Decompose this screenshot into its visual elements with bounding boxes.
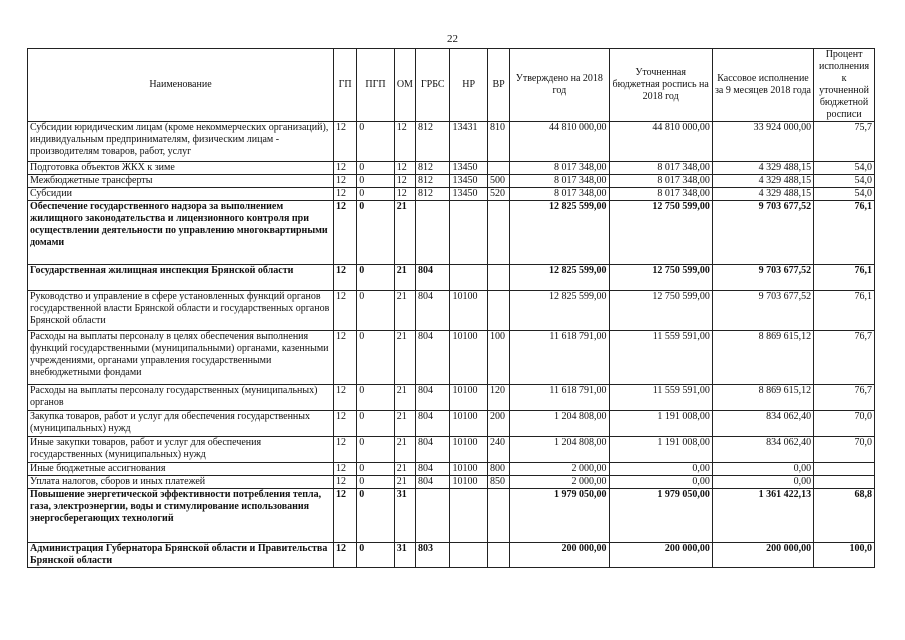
cell-vr: [487, 543, 509, 568]
cell-nr: 13431: [450, 122, 487, 162]
cell-name: Расходы на выплаты персоналу государственных (муниципальных) органов: [28, 385, 334, 411]
cell-grbs: 804: [416, 331, 450, 385]
budget-table: [27, 48, 875, 568]
cell-gp: 12: [333, 188, 356, 201]
cell-approved: 200 000,00: [510, 543, 609, 568]
header-vr: ВР: [487, 49, 509, 122]
cell-pgp: 0: [357, 201, 394, 265]
cell-nr: 10100: [450, 331, 487, 385]
cell-om: 21: [394, 331, 415, 385]
cell-om: 31: [394, 543, 415, 568]
cell-percent: 70,0: [814, 411, 875, 437]
cell-cash: 0,00: [712, 463, 813, 476]
cell-percent: 54,0: [814, 162, 875, 175]
cell-approved: 8 017 348,00: [510, 175, 609, 188]
cell-name: Субсидии юридическим лицам (кроме некоммерческих организаций), индивидуальным предпринимателям, физическим лицам - производителям товаров, работ, услуг: [28, 122, 334, 162]
header-name: Наименование: [28, 49, 334, 122]
cell-om: 12: [394, 175, 415, 188]
cell-percent: 76,7: [814, 385, 875, 411]
cell-name: Иные бюджетные ассигнования: [28, 463, 334, 476]
cell-gp: 12: [333, 411, 356, 437]
cell-name: Закупка товаров, работ и услуг для обеспечения государственных (муниципальных) нужд: [28, 411, 334, 437]
cell-refined: 0,00: [609, 476, 712, 489]
cell-nr: 13450: [450, 188, 487, 201]
cell-refined: 8 017 348,00: [609, 162, 712, 175]
cell-vr: 100: [487, 331, 509, 385]
cell-pgp: 0: [357, 463, 394, 476]
header-om: ОМ: [394, 49, 415, 122]
cell-approved: 2 000,00: [510, 476, 609, 489]
table-row: [28, 489, 875, 543]
cell-name: Подготовка объектов ЖКХ к зиме: [28, 162, 334, 175]
header-pgp: ПГП: [357, 49, 394, 122]
cell-nr: [450, 489, 487, 543]
cell-pgp: 0: [357, 543, 394, 568]
cell-name: Межбюджетные трансферты: [28, 175, 334, 188]
cell-vr: 850: [487, 476, 509, 489]
cell-pgp: 0: [357, 331, 394, 385]
cell-vr: 500: [487, 175, 509, 188]
cell-grbs: 812: [416, 162, 450, 175]
table-row: [28, 201, 875, 265]
cell-vr: [487, 489, 509, 543]
cell-cash: 200 000,00: [712, 543, 813, 568]
cell-name: Повышение энергетической эффективности потребления тепла, газа, электроэнергии, воды и стимулирование использования энергосберегающих технологий: [28, 489, 334, 543]
cell-om: 21: [394, 201, 415, 265]
cell-cash: 1 361 422,13: [712, 489, 813, 543]
cell-pgp: 0: [357, 162, 394, 175]
cell-refined: 200 000,00: [609, 543, 712, 568]
cell-refined: 44 810 000,00: [609, 122, 712, 162]
table-row: [28, 476, 875, 489]
cell-refined: 8 017 348,00: [609, 188, 712, 201]
cell-percent: [814, 463, 875, 476]
cell-nr: 10100: [450, 463, 487, 476]
cell-pgp: 0: [357, 489, 394, 543]
header-cash: Кассовое исполнение за 9 месяцев 2018 года: [712, 49, 813, 122]
table-row: [28, 437, 875, 463]
table-row: [28, 463, 875, 476]
cell-gp: 12: [333, 291, 356, 331]
cell-gp: 12: [333, 162, 356, 175]
cell-pgp: 0: [357, 411, 394, 437]
cell-grbs: [416, 489, 450, 543]
cell-om: 12: [394, 188, 415, 201]
page-number: 22: [447, 33, 458, 45]
cell-nr: [450, 265, 487, 291]
cell-om: 12: [394, 162, 415, 175]
cell-cash: 9 703 677,52: [712, 201, 813, 265]
cell-percent: 76,7: [814, 331, 875, 385]
cell-refined: 12 750 599,00: [609, 201, 712, 265]
cell-percent: 75,7: [814, 122, 875, 162]
cell-gp: 12: [333, 489, 356, 543]
cell-percent: 68,8: [814, 489, 875, 543]
cell-pgp: 0: [357, 437, 394, 463]
cell-approved: 12 825 599,00: [510, 201, 609, 265]
table-row: [28, 175, 875, 188]
cell-cash: 4 329 488,15: [712, 175, 813, 188]
cell-percent: 76,1: [814, 201, 875, 265]
cell-gp: 12: [333, 201, 356, 265]
cell-pgp: 0: [357, 265, 394, 291]
cell-pgp: 0: [357, 175, 394, 188]
cell-grbs: [416, 201, 450, 265]
cell-approved: 44 810 000,00: [510, 122, 609, 162]
cell-refined: 11 559 591,00: [609, 331, 712, 385]
cell-name: Администрация Губернатора Брянской области и Правительства Брянской области: [28, 543, 334, 568]
header-grbs: ГРБС: [416, 49, 450, 122]
cell-om: 31: [394, 489, 415, 543]
cell-approved: 11 618 791,00: [510, 331, 609, 385]
cell-nr: 10100: [450, 437, 487, 463]
cell-om: 21: [394, 385, 415, 411]
cell-om: 21: [394, 437, 415, 463]
cell-vr: 520: [487, 188, 509, 201]
cell-approved: 1 204 808,00: [510, 411, 609, 437]
cell-cash: 8 869 615,12: [712, 331, 813, 385]
cell-grbs: 812: [416, 188, 450, 201]
cell-approved: 1 204 808,00: [510, 437, 609, 463]
cell-om: 21: [394, 265, 415, 291]
header-nr: НР: [450, 49, 487, 122]
cell-grbs: 804: [416, 411, 450, 437]
table-row: [28, 291, 875, 331]
cell-cash: 9 703 677,52: [712, 265, 813, 291]
cell-grbs: 812: [416, 175, 450, 188]
cell-refined: 1 191 008,00: [609, 437, 712, 463]
cell-pgp: 0: [357, 476, 394, 489]
cell-vr: 810: [487, 122, 509, 162]
cell-name: Субсидии: [28, 188, 334, 201]
cell-om: 21: [394, 411, 415, 437]
cell-approved: 11 618 791,00: [510, 385, 609, 411]
cell-refined: 11 559 591,00: [609, 385, 712, 411]
cell-om: 21: [394, 476, 415, 489]
cell-cash: 8 869 615,12: [712, 385, 813, 411]
cell-grbs: 804: [416, 463, 450, 476]
cell-grbs: 804: [416, 385, 450, 411]
cell-nr: 13450: [450, 175, 487, 188]
table-row: [28, 188, 875, 201]
header-approved: Утверждено на 2018 год: [510, 49, 609, 122]
cell-refined: 1 979 050,00: [609, 489, 712, 543]
cell-refined: 12 750 599,00: [609, 291, 712, 331]
cell-nr: 10100: [450, 291, 487, 331]
cell-cash: 4 329 488,15: [712, 162, 813, 175]
cell-grbs: 804: [416, 291, 450, 331]
cell-refined: 8 017 348,00: [609, 175, 712, 188]
table-row: [28, 385, 875, 411]
header-refined: Уточненная бюджетная роспись на 2018 год: [609, 49, 712, 122]
cell-gp: 12: [333, 175, 356, 188]
cell-nr: 10100: [450, 385, 487, 411]
cell-percent: 76,1: [814, 291, 875, 331]
cell-grbs: 804: [416, 476, 450, 489]
cell-gp: 12: [333, 543, 356, 568]
cell-gp: 12: [333, 122, 356, 162]
cell-name: Руководство и управление в сфере установленных функций органов государственной власти Брянской области и государственных органов Брянской области: [28, 291, 334, 331]
cell-nr: 10100: [450, 411, 487, 437]
cell-cash: 9 703 677,52: [712, 291, 813, 331]
cell-gp: 12: [333, 463, 356, 476]
cell-grbs: 804: [416, 437, 450, 463]
cell-cash: 4 329 488,15: [712, 188, 813, 201]
cell-om: 21: [394, 291, 415, 331]
cell-approved: 8 017 348,00: [510, 162, 609, 175]
cell-name: Государственная жилищная инспекция Брянской области: [28, 265, 334, 291]
cell-percent: 100,0: [814, 543, 875, 568]
cell-gp: 12: [333, 437, 356, 463]
cell-gp: 12: [333, 265, 356, 291]
cell-vr: 200: [487, 411, 509, 437]
cell-percent: [814, 476, 875, 489]
cell-cash: 834 062,40: [712, 411, 813, 437]
cell-percent: 70,0: [814, 437, 875, 463]
cell-name: Обеспечение государственного надзора за выполнением жилищного законодательства и лицензионного контроля при осуществлении деятельности по управлению многоквартирными домами: [28, 201, 334, 265]
cell-om: 21: [394, 463, 415, 476]
cell-cash: 33 924 000,00: [712, 122, 813, 162]
cell-percent: 54,0: [814, 188, 875, 201]
cell-nr: 13450: [450, 162, 487, 175]
cell-nr: [450, 543, 487, 568]
cell-name: Уплата налогов, сборов и иных платежей: [28, 476, 334, 489]
cell-gp: 12: [333, 331, 356, 385]
table-row: [28, 411, 875, 437]
cell-gp: 12: [333, 476, 356, 489]
cell-grbs: 803: [416, 543, 450, 568]
cell-approved: 1 979 050,00: [510, 489, 609, 543]
cell-vr: [487, 265, 509, 291]
cell-vr: [487, 162, 509, 175]
cell-vr: 800: [487, 463, 509, 476]
cell-nr: 10100: [450, 476, 487, 489]
cell-vr: [487, 201, 509, 265]
cell-approved: 8 017 348,00: [510, 188, 609, 201]
cell-gp: 12: [333, 385, 356, 411]
cell-name: Иные закупки товаров, работ и услуг для обеспечения государственных (муниципальных) нужд: [28, 437, 334, 463]
table-row: [28, 162, 875, 175]
cell-cash: 0,00: [712, 476, 813, 489]
table-row: [28, 122, 875, 162]
cell-percent: 54,0: [814, 175, 875, 188]
header-gp: ГП: [333, 49, 356, 122]
cell-nr: [450, 201, 487, 265]
cell-approved: 2 000,00: [510, 463, 609, 476]
table-body: [28, 122, 875, 568]
cell-pgp: 0: [357, 385, 394, 411]
cell-refined: 0,00: [609, 463, 712, 476]
table-row: [28, 543, 875, 568]
cell-om: 12: [394, 122, 415, 162]
cell-vr: 240: [487, 437, 509, 463]
cell-refined: 1 191 008,00: [609, 411, 712, 437]
cell-grbs: 804: [416, 265, 450, 291]
header-percent: Процент исполнения к уточненной бюджетной росписи: [814, 49, 875, 122]
cell-vr: 120: [487, 385, 509, 411]
cell-name: Расходы на выплаты персоналу в целях обеспечения выполнения функций государственными (муниципальными) органами, казенными учреждениями, органами управления государственными внебюджетными фондами: [28, 331, 334, 385]
cell-approved: 12 825 599,00: [510, 265, 609, 291]
cell-vr: [487, 291, 509, 331]
cell-pgp: 0: [357, 188, 394, 201]
cell-approved: 12 825 599,00: [510, 291, 609, 331]
table-header-row: [28, 49, 875, 122]
table-row: [28, 331, 875, 385]
cell-refined: 12 750 599,00: [609, 265, 712, 291]
cell-pgp: 0: [357, 122, 394, 162]
cell-percent: 76,1: [814, 265, 875, 291]
cell-pgp: 0: [357, 291, 394, 331]
table-row: [28, 265, 875, 291]
cell-cash: 834 062,40: [712, 437, 813, 463]
cell-grbs: 812: [416, 122, 450, 162]
